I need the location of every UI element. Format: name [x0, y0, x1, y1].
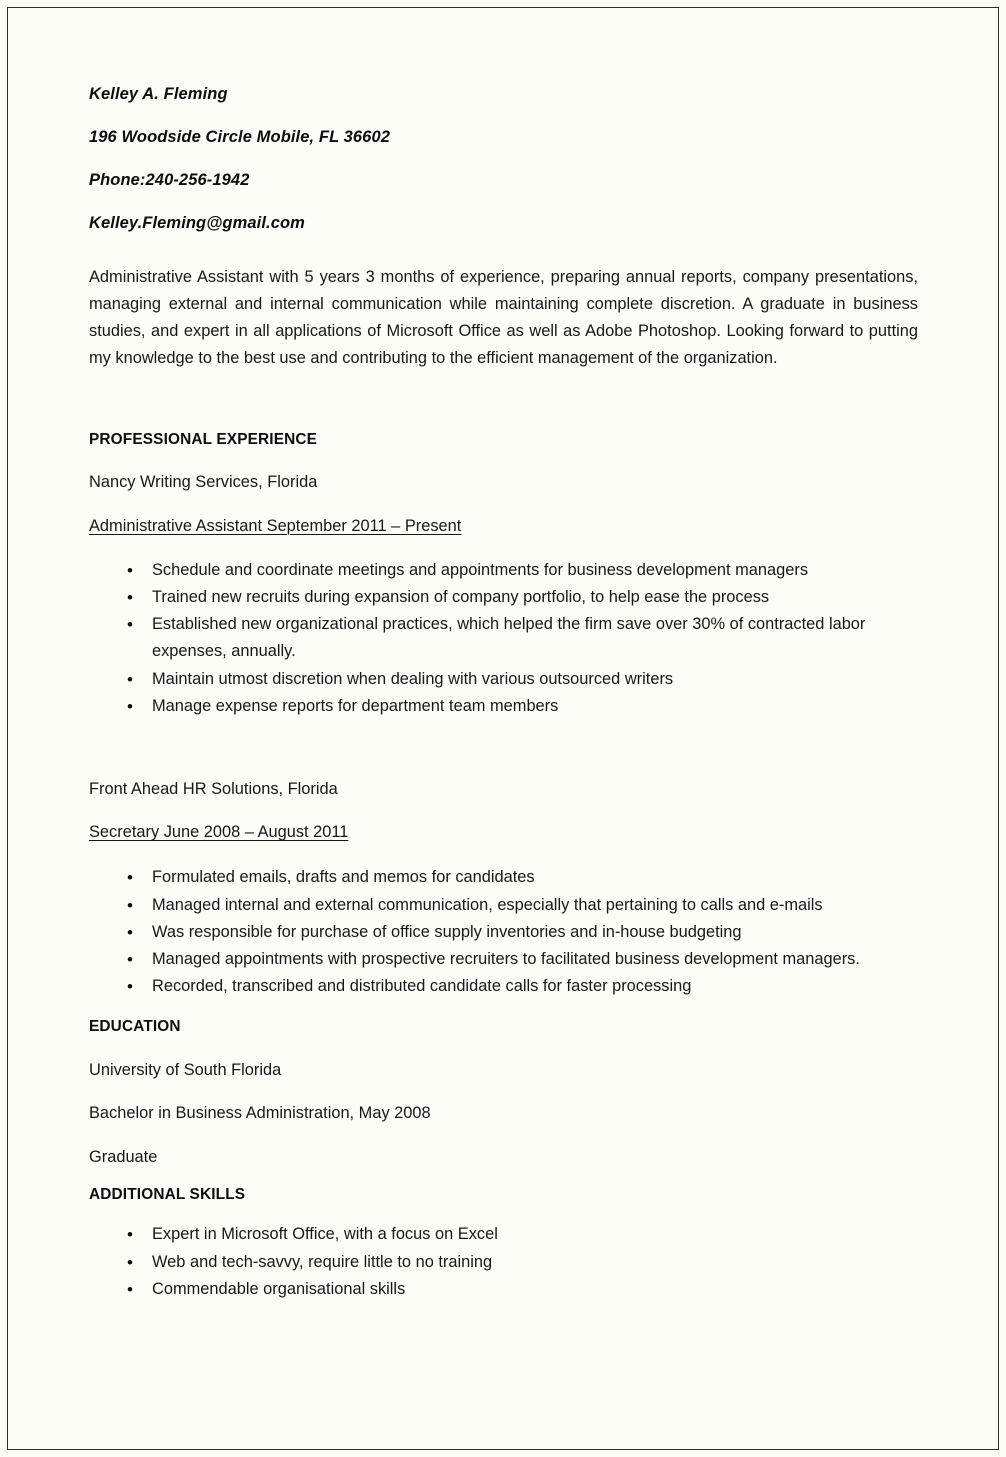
list-item: • Managed internal and external communication, especially that pertaining to calls and e-mails: [89, 892, 918, 919]
contact-header: [89, 0, 918, 232]
list-item: • Commendable organisational skills: [89, 1276, 918, 1303]
candidate-phone: Phone:240-256-1942: [89, 171, 250, 189]
job-title-dates-2: Secretary June 2008 – August 2011: [89, 823, 349, 842]
candidate-email: Kelley.Fleming@gmail.com: [89, 214, 305, 232]
section-heading-experience: PROFESSIONAL EXPERIENCE: [89, 431, 318, 448]
education-status: Graduate: [89, 1147, 158, 1166]
list-item: • Expert in Microsoft Office, with a focus on Excel: [89, 1221, 918, 1248]
responsibility-list-1: [89, 536, 918, 720]
section-heading-skills: ADDITIONAL SKILLS: [89, 1186, 246, 1204]
document-content: [89, 0, 918, 1303]
education-institution: University of South Florida: [89, 1060, 282, 1079]
list-item: • Maintain utmost discretion when dealing with various outsourced writers: [89, 666, 918, 693]
list-item: • Manage expense reports for department team members: [89, 693, 918, 720]
list-item: • Managed appointments with prospective recruiters to facilitated business development managers.: [89, 946, 918, 973]
job-title-wrap-1: [89, 491, 918, 536]
list-item: • Recorded, transcribed and distributed candidate calls for faster processing: [89, 973, 918, 1000]
employer-name-1: Nancy Writing Services, Florida: [89, 473, 318, 492]
list-item: • Web and tech-savvy, require little to no training: [89, 1249, 918, 1276]
professional-summary: Administrative Assistant with 5 years 3 months of experience, preparing annual reports, company presentations, managing external and internal communication while maintaining complete discretion. A graduate in business studies, and expert in all applications of Microsoft Office as well as Adobe Photoshop. Looking forward to putting my knowledge to the best use and contributing to the efficient management of the organization.: [89, 268, 918, 367]
education-degree: Bachelor in Business Administration, May 2008: [89, 1104, 431, 1123]
responsibility-list-2: [89, 842, 918, 1000]
job-title-wrap-2: [89, 797, 918, 842]
job-title-dates-1: Administrative Assistant September 2011 – Present: [89, 516, 462, 535]
candidate-name: Kelley A. Fleming: [89, 85, 228, 103]
section-heading-education: EDUCATION: [89, 1018, 181, 1036]
list-item: • Was responsible for purchase of office supply inventories and in-house budgeting: [89, 919, 918, 946]
list-item: • Established new organizational practices, which helped the firm save over 30% of contracted labor expenses, annually.: [89, 611, 918, 665]
candidate-address: 196 Woodside Circle Mobile, FL 36602: [89, 128, 391, 146]
list-item: • Trained new recruits during expansion of company portfolio, to help ease the process: [89, 584, 918, 611]
list-item: • Formulated emails, drafts and memos for candidates: [89, 864, 918, 891]
list-item: • Schedule and coordinate meetings and appointments for business development managers: [89, 557, 918, 584]
employer-name-2: Front Ahead HR Solutions, Florida: [89, 780, 338, 799]
skills-list: [89, 1202, 918, 1303]
